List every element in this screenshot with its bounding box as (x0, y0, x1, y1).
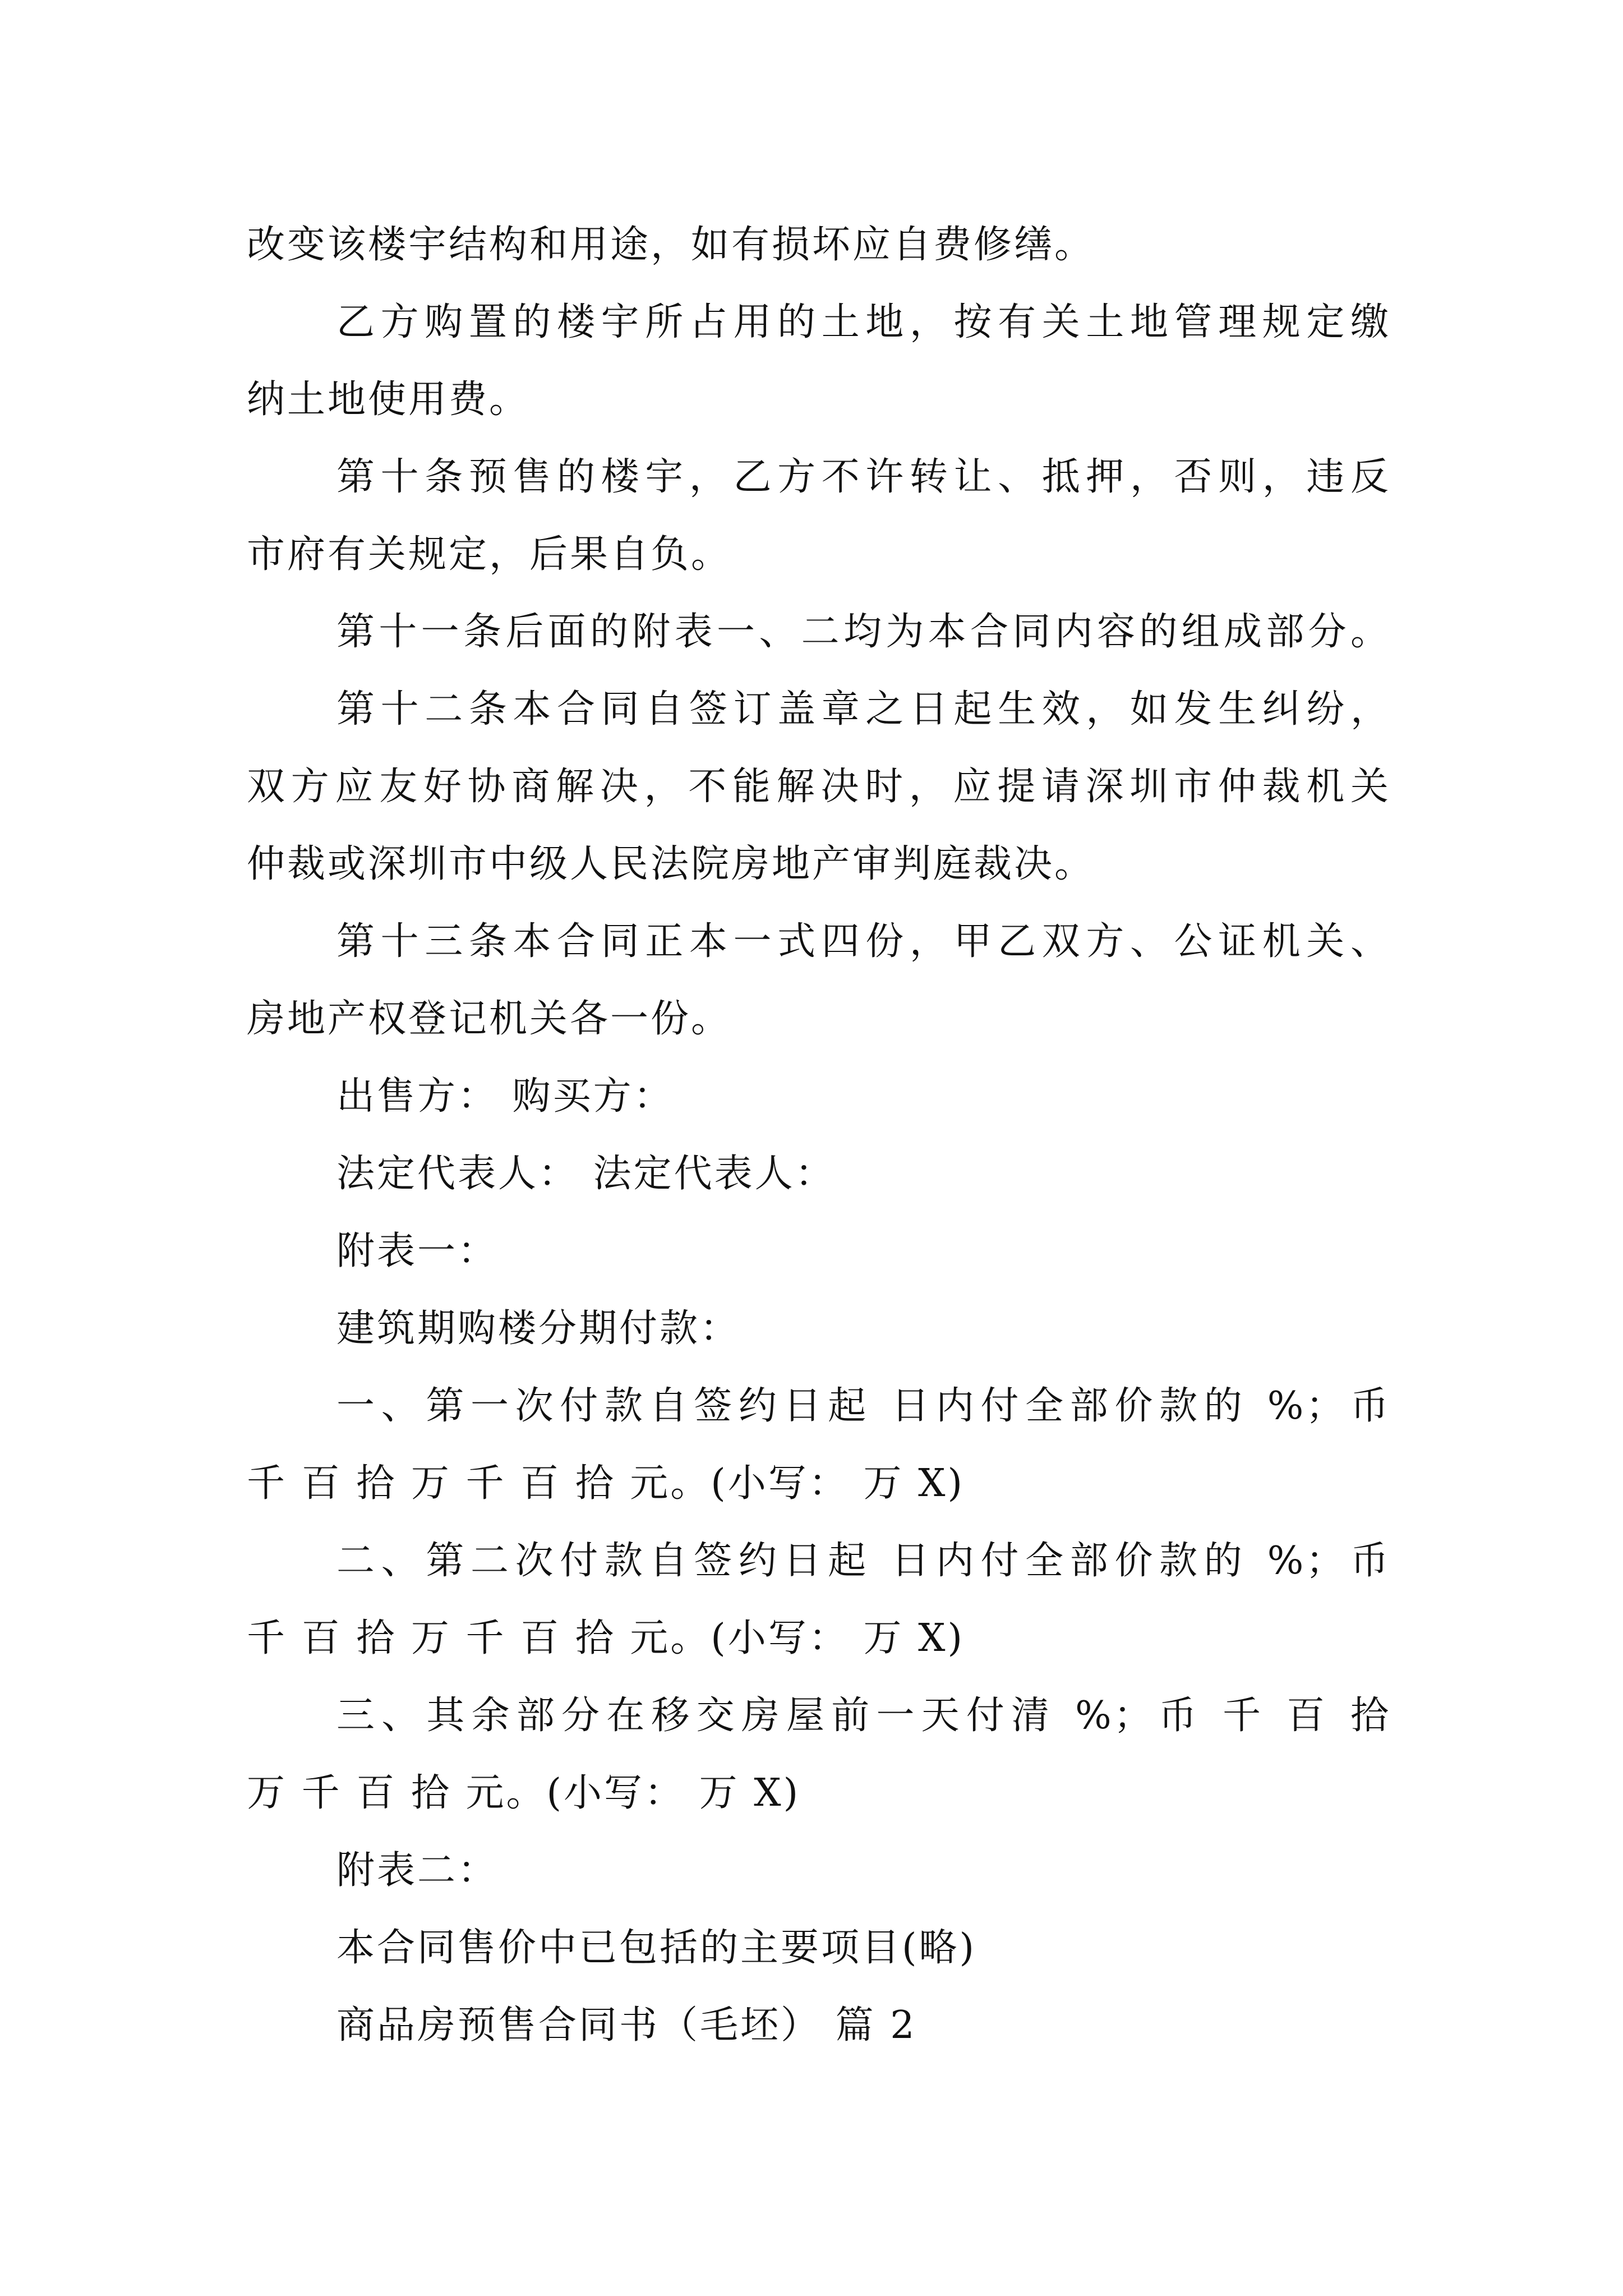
text-line: 仲裁或深圳市中级人民法院房地产审判庭裁决。 (247, 842, 1095, 886)
text-line: 千 百 拾 万 千 百 拾 元。(小写： 万 X) (247, 1461, 965, 1506)
text-line: 万 千 百 拾 元。(小写： 万 X) (247, 1771, 801, 1815)
text-line: 本合同售价中已包括的主要项目(略) (336, 1926, 977, 1970)
text-line: 第十条预售的楼宇，乙方不许转让、抵押，否则，违反 (336, 455, 1391, 499)
appendix-2-heading: 附表二： (336, 1848, 499, 1893)
text-line: 市府有关规定，后果自负。 (247, 532, 732, 577)
text-line: 第十一条后面的附表一、二均为本合同内容的组成部分。 (336, 610, 1391, 654)
text-line: 一、第一次付款自签约日起 日内付全部价款的 %；币 (336, 1384, 1391, 1428)
text-line: 建筑期购楼分期付款： (336, 1306, 741, 1351)
text-line: 改变该楼宇结构和用途，如有损坏应自费修缮。 (247, 223, 1095, 267)
text-line: 第十二条本合同自签订盖章之日起生效，如发生纠纷， (336, 687, 1391, 731)
signature-line-seller-buyer: 出售方： 购买方： (336, 1074, 674, 1119)
text-line: 乙方购置的楼宇所占用的土地，按有关土地管理规定缴 (336, 300, 1391, 344)
document-body (247, 206, 1391, 2064)
text-line: 千 百 拾 万 千 百 拾 元。(小写： 万 X) (247, 1616, 965, 1660)
text-line: 纳土地使用费。 (247, 378, 530, 422)
appendix-1-heading: 附表一： (336, 1229, 499, 1273)
text-line: 三、其余部分在移交房屋前一天付清 %；币 千 百 拾 (336, 1694, 1391, 1738)
section-title: 商品房预售合同书（毛坯） 篇 2 (336, 2003, 917, 2047)
text-line: 第十三条本合同正本一式四份，甲乙双方、公证机关、 (336, 919, 1391, 964)
signature-line-representatives: 法定代表人： 法定代表人： (336, 1152, 836, 1196)
text-line: 房地产权登记机关各一份。 (247, 997, 732, 1041)
text-line: 双方应友好协商解决，不能解决时，应提请深圳市仲裁机关 (247, 765, 1391, 809)
text-line: 二、第二次付款自签约日起 日内付全部价款的 %；币 (336, 1539, 1391, 1583)
